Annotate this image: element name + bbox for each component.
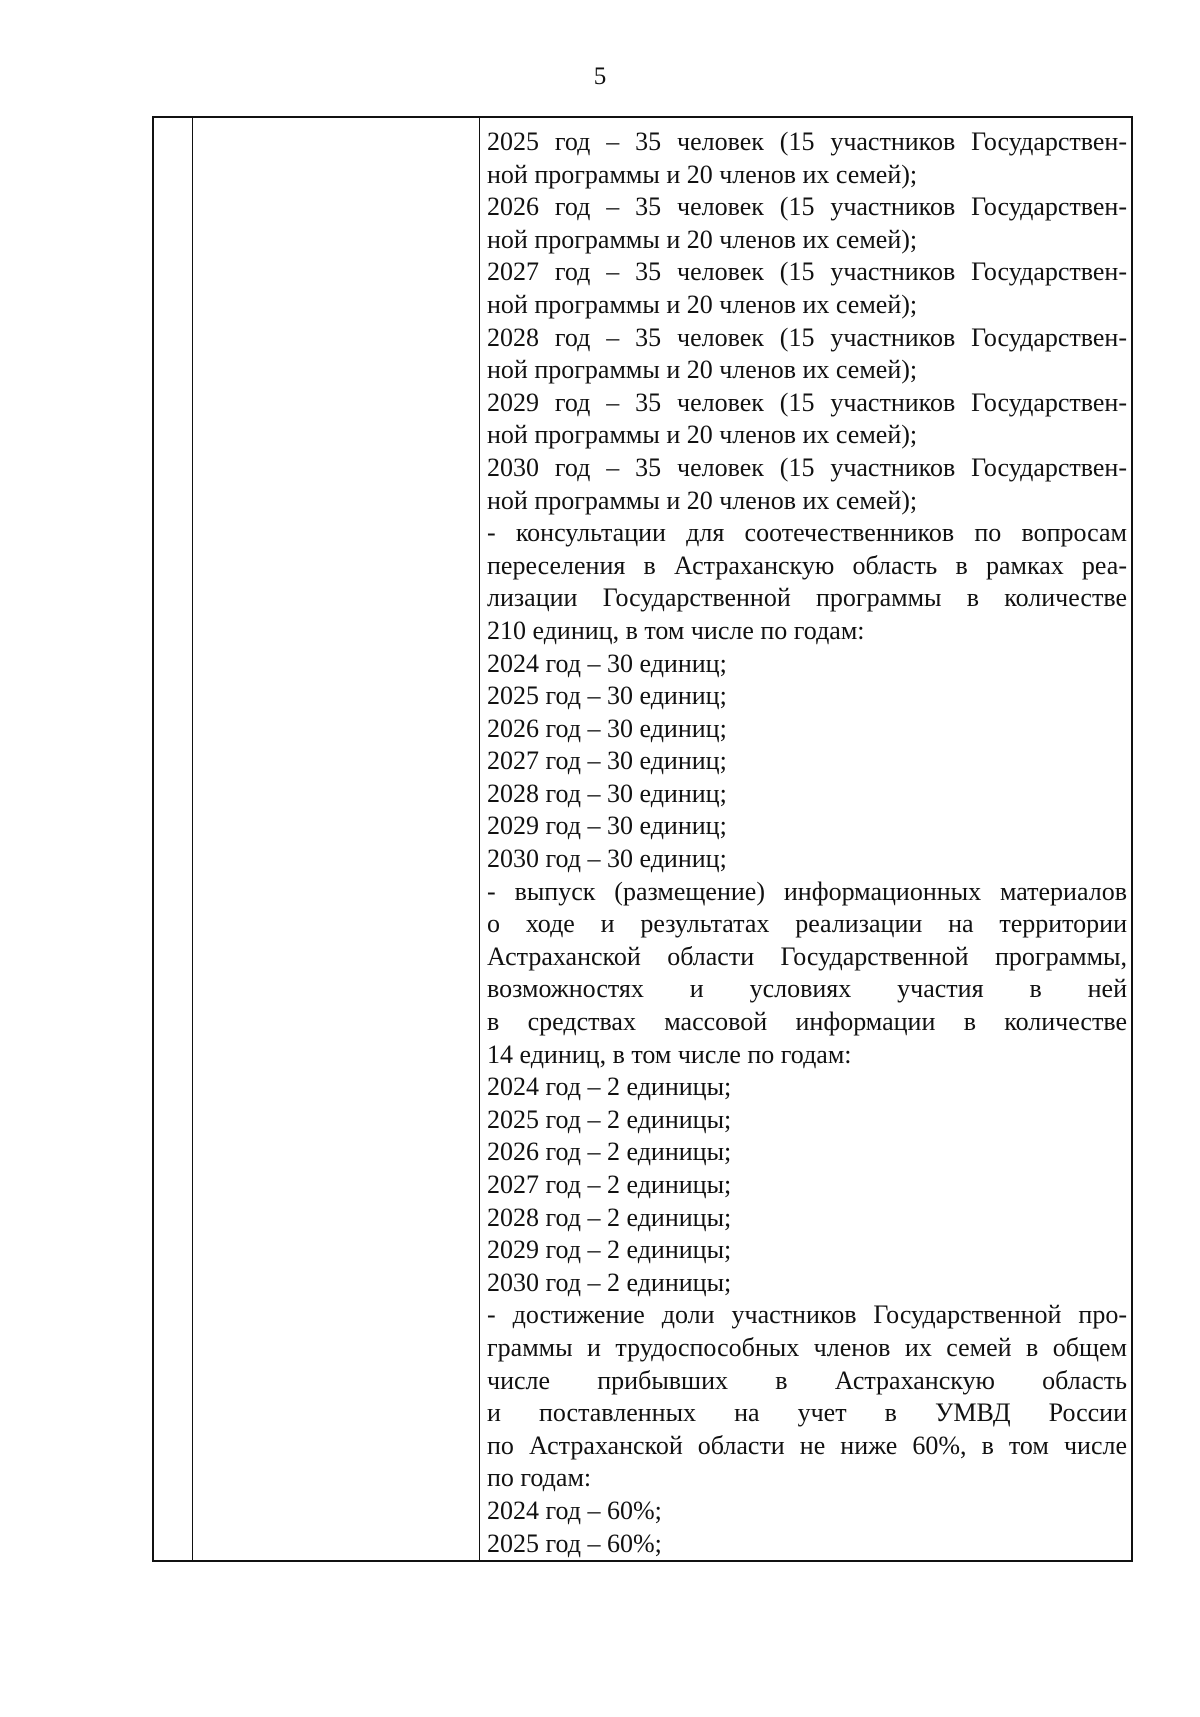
text-line: 2030 год – 2 единицы;	[487, 1267, 732, 1297]
text-line: 2029 год – 2 единицы;	[487, 1235, 732, 1265]
text-line: 2029 год – 35 человек (15 участников Государствен-	[487, 387, 1127, 417]
text-line: - достижение доли участников Государственной про-	[487, 1300, 1127, 1330]
text-line: 2030 год – 30 единиц;	[487, 844, 727, 874]
text-line: 2025 год – 60%;	[487, 1528, 662, 1558]
text-line: 2024 год – 2 единицы;	[487, 1072, 732, 1102]
text-line: ной программы и 20 членов их семей);	[487, 224, 918, 254]
column-divider-2	[479, 118, 480, 1560]
text-line: 2025 год – 2 единицы;	[487, 1104, 732, 1134]
text-line: в средствах массовой информации в количестве	[487, 1007, 1127, 1037]
text-line: переселения в Астраханскую область в рамках реа-	[487, 550, 1127, 580]
text-line: 2024 год – 60%;	[487, 1495, 662, 1525]
text-line: Астраханской области Государственной программы,	[487, 941, 1127, 971]
text-line: по годам:	[487, 1463, 592, 1493]
text-line: 2024 год – 30 единиц;	[487, 648, 727, 678]
text-line: 2026 год – 35 человек (15 участников Государствен-	[487, 192, 1127, 222]
text-line: 2028 год – 2 единицы;	[487, 1202, 732, 1232]
text-line: 2026 год – 2 единицы;	[487, 1137, 732, 1167]
text-line: 2027 год – 30 единиц;	[487, 746, 727, 776]
text-line: 2027 год – 2 единицы;	[487, 1170, 732, 1199]
text-line: ной программы и 20 членов их семей);	[487, 485, 918, 515]
text-line: 2027 год – 35 человек (15 участников Государствен-	[487, 257, 1127, 287]
table-text-cell	[487, 126, 1127, 1560]
document-table	[152, 116, 1133, 1562]
text-line: о ходе и результатах реализации на территории	[487, 909, 1127, 939]
text-line: по Астраханской области не ниже 60%, в том числе	[487, 1430, 1127, 1460]
text-line: 2025 год – 35 человек (15 участников Государствен-	[487, 127, 1127, 156]
text-line: 2026 год – 30 единиц;	[487, 713, 727, 743]
text-line: 2028 год – 30 единиц;	[487, 778, 727, 808]
text-line: 2030 год – 35 человек (15 участников Государствен-	[487, 452, 1127, 482]
page-number: 5	[593, 63, 607, 90]
text-line: ной программы и 20 членов их семей);	[487, 420, 918, 450]
text-line: ной программы и 20 членов их семей);	[487, 355, 918, 385]
column-divider-1	[192, 118, 193, 1560]
text-line: возможностях и условиях участия в ней	[487, 974, 1127, 1004]
text-line: 210 единиц, в том числе по годам:	[487, 615, 865, 645]
text-line: 2028 год – 35 человек (15 участников Государствен-	[487, 322, 1127, 352]
text-line: 14 единиц, в том числе по годам:	[487, 1039, 852, 1069]
text-line: и поставленных на учет в УМВД России	[487, 1398, 1127, 1428]
text-line: - выпуск (размещение) информационных материалов	[487, 876, 1127, 906]
text-line: ной программы и 20 членов их семей);	[487, 159, 918, 189]
text-line: - консультации для соотечественников по вопросам	[487, 518, 1127, 548]
text-line: числе прибывших в Астраханскую область	[487, 1365, 1127, 1395]
text-line: ной программы и 20 членов их семей);	[487, 289, 918, 319]
text-line: граммы и трудоспособных членов их семей в общем	[487, 1332, 1127, 1362]
text-line: 2029 год – 30 единиц;	[487, 811, 727, 841]
text-line: 2025 год – 30 единиц;	[487, 681, 727, 711]
text-line: лизации Государственной программы в количестве	[487, 583, 1127, 613]
